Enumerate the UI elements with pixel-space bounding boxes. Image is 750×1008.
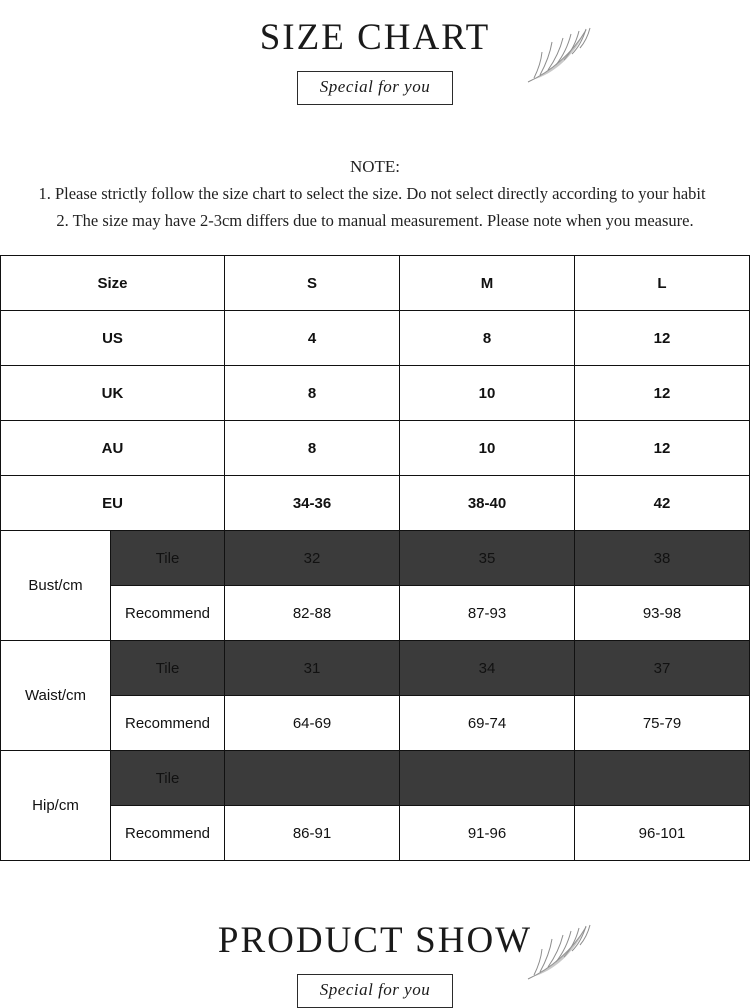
bust-rec-m: 87-93 (400, 586, 575, 641)
cell-au-s: 8 (225, 421, 400, 476)
table-row (1, 311, 750, 366)
header-cell-m: M (400, 256, 575, 311)
page-title: SIZE CHART (259, 17, 491, 58)
size-chart-header (0, 0, 750, 105)
cell-uk-s: 8 (225, 366, 400, 421)
hip-tile-l (575, 751, 750, 806)
waist-tile-m: 34 (400, 641, 575, 696)
cell-us-s: 4 (225, 311, 400, 366)
bust-rec-l: 93-98 (575, 586, 750, 641)
waist-rec-l: 75-79 (575, 696, 750, 751)
table-row (1, 421, 750, 476)
cell-eu-s: 34-36 (225, 476, 400, 531)
hip-tile-s (225, 751, 400, 806)
row-label-uk: UK (1, 366, 225, 421)
cell-uk-l: 12 (575, 366, 750, 421)
size-chart-table (0, 255, 750, 861)
cell-eu-l: 42 (575, 476, 750, 531)
table-row (1, 641, 750, 696)
waist-tile-label: Tile (111, 641, 225, 696)
table-row (1, 806, 750, 861)
cell-au-m: 10 (400, 421, 575, 476)
hip-rec-label: Recommend (111, 806, 225, 861)
table-header-row (1, 256, 750, 311)
header-cell-size: Size (1, 256, 225, 311)
bust-tile-m: 35 (400, 531, 575, 586)
table-row (1, 366, 750, 421)
footer-badge: Special for you (297, 974, 453, 1008)
bust-tile-label: Tile (111, 531, 225, 586)
bust-rec-s: 82-88 (225, 586, 400, 641)
header-badge: Special for you (297, 71, 453, 105)
group-label-waist: Waist/cm (1, 641, 111, 751)
note-line-1: 1. Please strictly follow the size chart to select the size. Do not select directly according to your habit (38, 184, 706, 203)
row-label-au: AU (1, 421, 225, 476)
table-row (1, 696, 750, 751)
cell-uk-m: 10 (400, 366, 575, 421)
waist-rec-label: Recommend (111, 696, 225, 751)
row-label-eu: EU (1, 476, 225, 531)
bust-tile-s: 32 (225, 531, 400, 586)
cell-us-l: 12 (575, 311, 750, 366)
row-label-us: US (1, 311, 225, 366)
group-label-bust: Bust/cm (1, 531, 111, 641)
footer-title: PRODUCT SHOW (217, 920, 533, 961)
table-row (1, 531, 750, 586)
bust-tile-l: 38 (575, 531, 750, 586)
bust-rec-label: Recommend (111, 586, 225, 641)
header-cell-l: L (575, 256, 750, 311)
note-line-2: 2. The size may have 2-3cm differs due to manual measurement. Please note when you measure. (56, 211, 694, 230)
table-row (1, 586, 750, 641)
waist-tile-l: 37 (575, 641, 750, 696)
note-section (0, 157, 750, 231)
hip-tile-label: Tile (111, 751, 225, 806)
waist-rec-s: 64-69 (225, 696, 400, 751)
header-cell-s: S (225, 256, 400, 311)
waist-tile-s: 31 (225, 641, 400, 696)
note-label: NOTE: (349, 157, 401, 176)
group-label-hip: Hip/cm (1, 751, 111, 861)
table-row (1, 751, 750, 806)
waist-rec-m: 69-74 (400, 696, 575, 751)
hip-tile-m (400, 751, 575, 806)
hip-rec-s: 86-91 (225, 806, 400, 861)
table-row (1, 476, 750, 531)
cell-au-l: 12 (575, 421, 750, 476)
cell-us-m: 8 (400, 311, 575, 366)
product-show-header (0, 903, 750, 1008)
cell-eu-m: 38-40 (400, 476, 575, 531)
hip-rec-l: 96-101 (575, 806, 750, 861)
hip-rec-m: 91-96 (400, 806, 575, 861)
